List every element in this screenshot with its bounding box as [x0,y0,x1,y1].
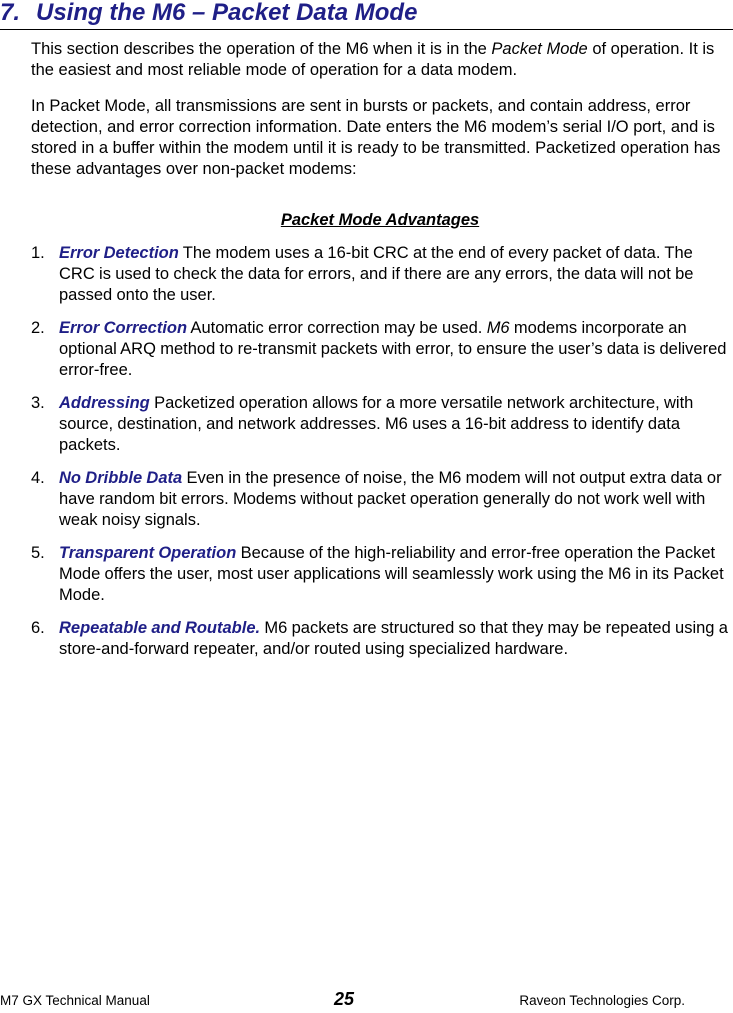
section-heading [0,0,733,30]
item-text-continued: modems incorporate an optional ARQ method to re-transmit packets with error, to ensure the user’s data is delivered error-free. [59,319,727,379]
item-title: Repeatable and Routable. [59,619,261,637]
advantage-item-repeatable-routable [31,618,731,660]
item-emphasis: M6 [486,319,510,337]
item-number: 4. [31,469,45,487]
advantage-item-transparent-operation [31,543,731,606]
advantage-item-addressing [31,393,731,456]
section-title: Using the M6 – Packet Data Mode [36,0,418,26]
item-text: Because of the high-reliability and error-free operation the Packet Mode offers the user, most user applications will seamlessly work using the M6 in its Packet Mode. [59,544,724,604]
intro-p1-start: This section describes the operation of the M6 when it is in the [31,40,492,58]
item-number: 2. [31,319,45,337]
item-number: 5. [31,544,45,562]
packet-mode-emphasis: Packet Mode [491,40,588,58]
page-number: 25 [334,989,355,1009]
item-title: No Dribble Data [59,469,183,487]
intro-paragraph-1 [31,39,721,81]
page-footer [0,989,733,1012]
item-number: 3. [31,394,45,412]
item-text: Automatic error correction may be used. [187,319,487,337]
advantage-item-error-detection [31,243,731,306]
item-text: Packetized operation allows for a more versatile network architecture, with source, destination, and network addresses. M6 uses a 16-bit address to identify data packets. [59,394,694,454]
intro-p1-end: of operation. It is the easiest and most reliable mode of operation for a data modem. [31,40,715,79]
item-number: 1. [31,244,45,262]
item-title: Error Correction [59,319,188,337]
item-title: Transparent Operation [59,544,237,562]
advantages-heading: Packet Mode Advantages [280,211,480,229]
footer-manual-title: M7 GX Technical Manual [0,993,150,1008]
item-text: M6 packets are structured so that they may be repeated using a store-and-forward repeater, and/or routed using specialized hardware. [59,619,728,658]
item-title: Error Detection [59,244,179,262]
advantage-item-no-dribble-data [31,468,731,531]
footer-company: Raveon Technologies Corp. [519,993,685,1008]
item-number: 6. [31,619,45,637]
advantage-item-error-correction [31,318,731,381]
intro-paragraph-2: In Packet Mode, all transmissions are sent in bursts or packets, and contain address, error detection, and error correction information. Date enters the M6 modem’s serial I/O port, and is stored in a buffer within the modem until it is ready to be transmitted. Packetized operation has these advantages over non-packet modems: [31,97,721,178]
item-title: Addressing [59,394,150,412]
section-number: 7. [0,0,21,26]
item-text: The modem uses a 16-bit CRC at the end of every packet of data. The CRC is used to check the data for errors, and if there are any errors, the data will not be passed onto the user. [59,244,694,304]
item-text: Even in the presence of noise, the M6 modem will not output extra data or have random bit errors. Modems without packet operation generally do not work well with weak noisy signals. [59,469,722,529]
